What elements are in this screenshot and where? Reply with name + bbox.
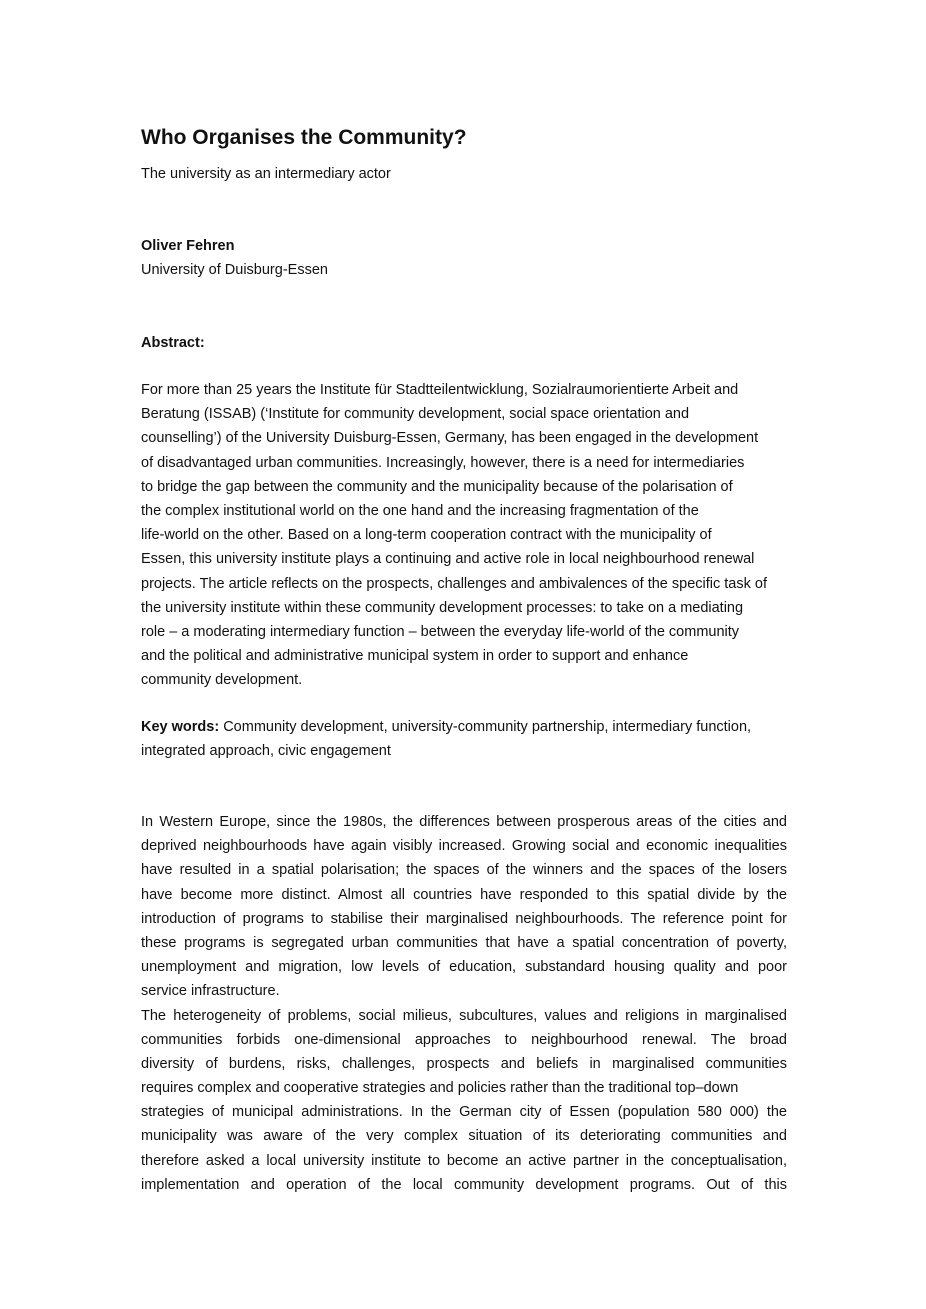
body-line: service infrastructure. xyxy=(141,983,280,1000)
body-line: introduction of programs to stabilise their marginalised neighbourhoods. The reference point for xyxy=(141,910,787,927)
body-line: these programs is segregated urban communities that have a spatial concentration of poverty, xyxy=(141,934,787,951)
keywords-line-continued: integrated approach, civic engagement xyxy=(141,743,391,760)
abstract-line: of disadvantaged urban communities. Increasingly, however, there is a need for intermediaries xyxy=(141,454,745,471)
body-line: In Western Europe, since the 1980s, the differences between prosperous areas of the cities and xyxy=(141,814,787,830)
paper-title: Who Organises the Community? xyxy=(141,126,467,149)
body-line: deprived neighbourhoods have again visibly increased. Growing social and economic inequalities xyxy=(141,838,787,855)
abstract-line: the university institute within these community development processes: to take on a mediating xyxy=(141,599,744,616)
abstract-line: For more than 25 years the Institute für Stadtteilentwicklung, Sozialraumorientierte Arbeit and xyxy=(141,382,739,398)
abstract-line: to bridge the gap between the community and the municipality because of the polarisation of xyxy=(141,478,733,495)
keywords-line xyxy=(141,715,787,739)
abstract-heading: Abstract: xyxy=(141,335,205,351)
abstract-line: Essen, this university institute plays a continuing and active role in local neighbourhood renewal xyxy=(141,551,755,568)
keywords-label: Key words: xyxy=(141,719,220,735)
body-line: communities forbids one-dimensional approaches to neighbourhood renewal. The broad xyxy=(141,1031,787,1048)
body-text xyxy=(141,810,787,1197)
keywords xyxy=(141,715,787,763)
abstract-line: and the political and administrative municipal system in order to support and enhance xyxy=(141,648,689,665)
body-line: implementation and operation of the local community development programs. Out of this xyxy=(141,1176,787,1193)
keywords-text: Community development, university-community partnership, intermediary function, xyxy=(219,719,752,735)
author-affiliation: University of Duisburg-Essen xyxy=(141,262,328,278)
abstract-line: role – a moderating intermediary function – between the everyday life-world of the community xyxy=(141,623,740,640)
body-line: requires complex and cooperative strategies and policies rather than the traditional top–down xyxy=(141,1080,739,1097)
body-line: unemployment and migration, low levels of education, substandard housing quality and poor xyxy=(141,959,787,976)
body-line: strategies of municipal administrations. In the German city of Essen (population 580 000) the xyxy=(141,1104,787,1121)
body-line: municipality was aware of the very complex situation of its deteriorating communities and xyxy=(141,1128,787,1145)
abstract-line: Beratung (ISSAB) (‘Institute for community development, social space orientation and xyxy=(141,406,690,423)
author-name: Oliver Fehren xyxy=(141,238,235,254)
body-line: diversity of burdens, risks, challenges, prospects and beliefs in marginalised communities xyxy=(141,1055,787,1072)
abstract-line: life-world on the other. Based on a long-term cooperation contract with the municipality of xyxy=(141,527,712,544)
paper-subtitle: The university as an intermediary actor xyxy=(141,166,391,182)
body-line: The heterogeneity of problems, social milieus, subcultures, values and religions in marginalised xyxy=(141,1007,787,1024)
abstract-line: community development. xyxy=(141,672,303,689)
abstract-line: the complex institutional world on the one hand and the increasing fragmentation of the xyxy=(141,502,699,519)
body-line: therefore asked a local university institute to become an active partner in the conceptualisation, xyxy=(141,1152,787,1169)
body-line: have become more distinct. Almost all countries have responded to this spatial divide by the xyxy=(141,886,787,903)
abstract-line: projects. The article reflects on the prospects, challenges and ambivalences of the specific task of xyxy=(141,575,767,592)
abstract-text xyxy=(141,378,787,692)
body-line: have resulted in a spatial polarisation; the spaces of the winners and the spaces of the losers xyxy=(141,862,787,879)
abstract-line: counselling’) of the University Duisburg-Essen, Germany, has been engaged in the development xyxy=(141,430,759,447)
